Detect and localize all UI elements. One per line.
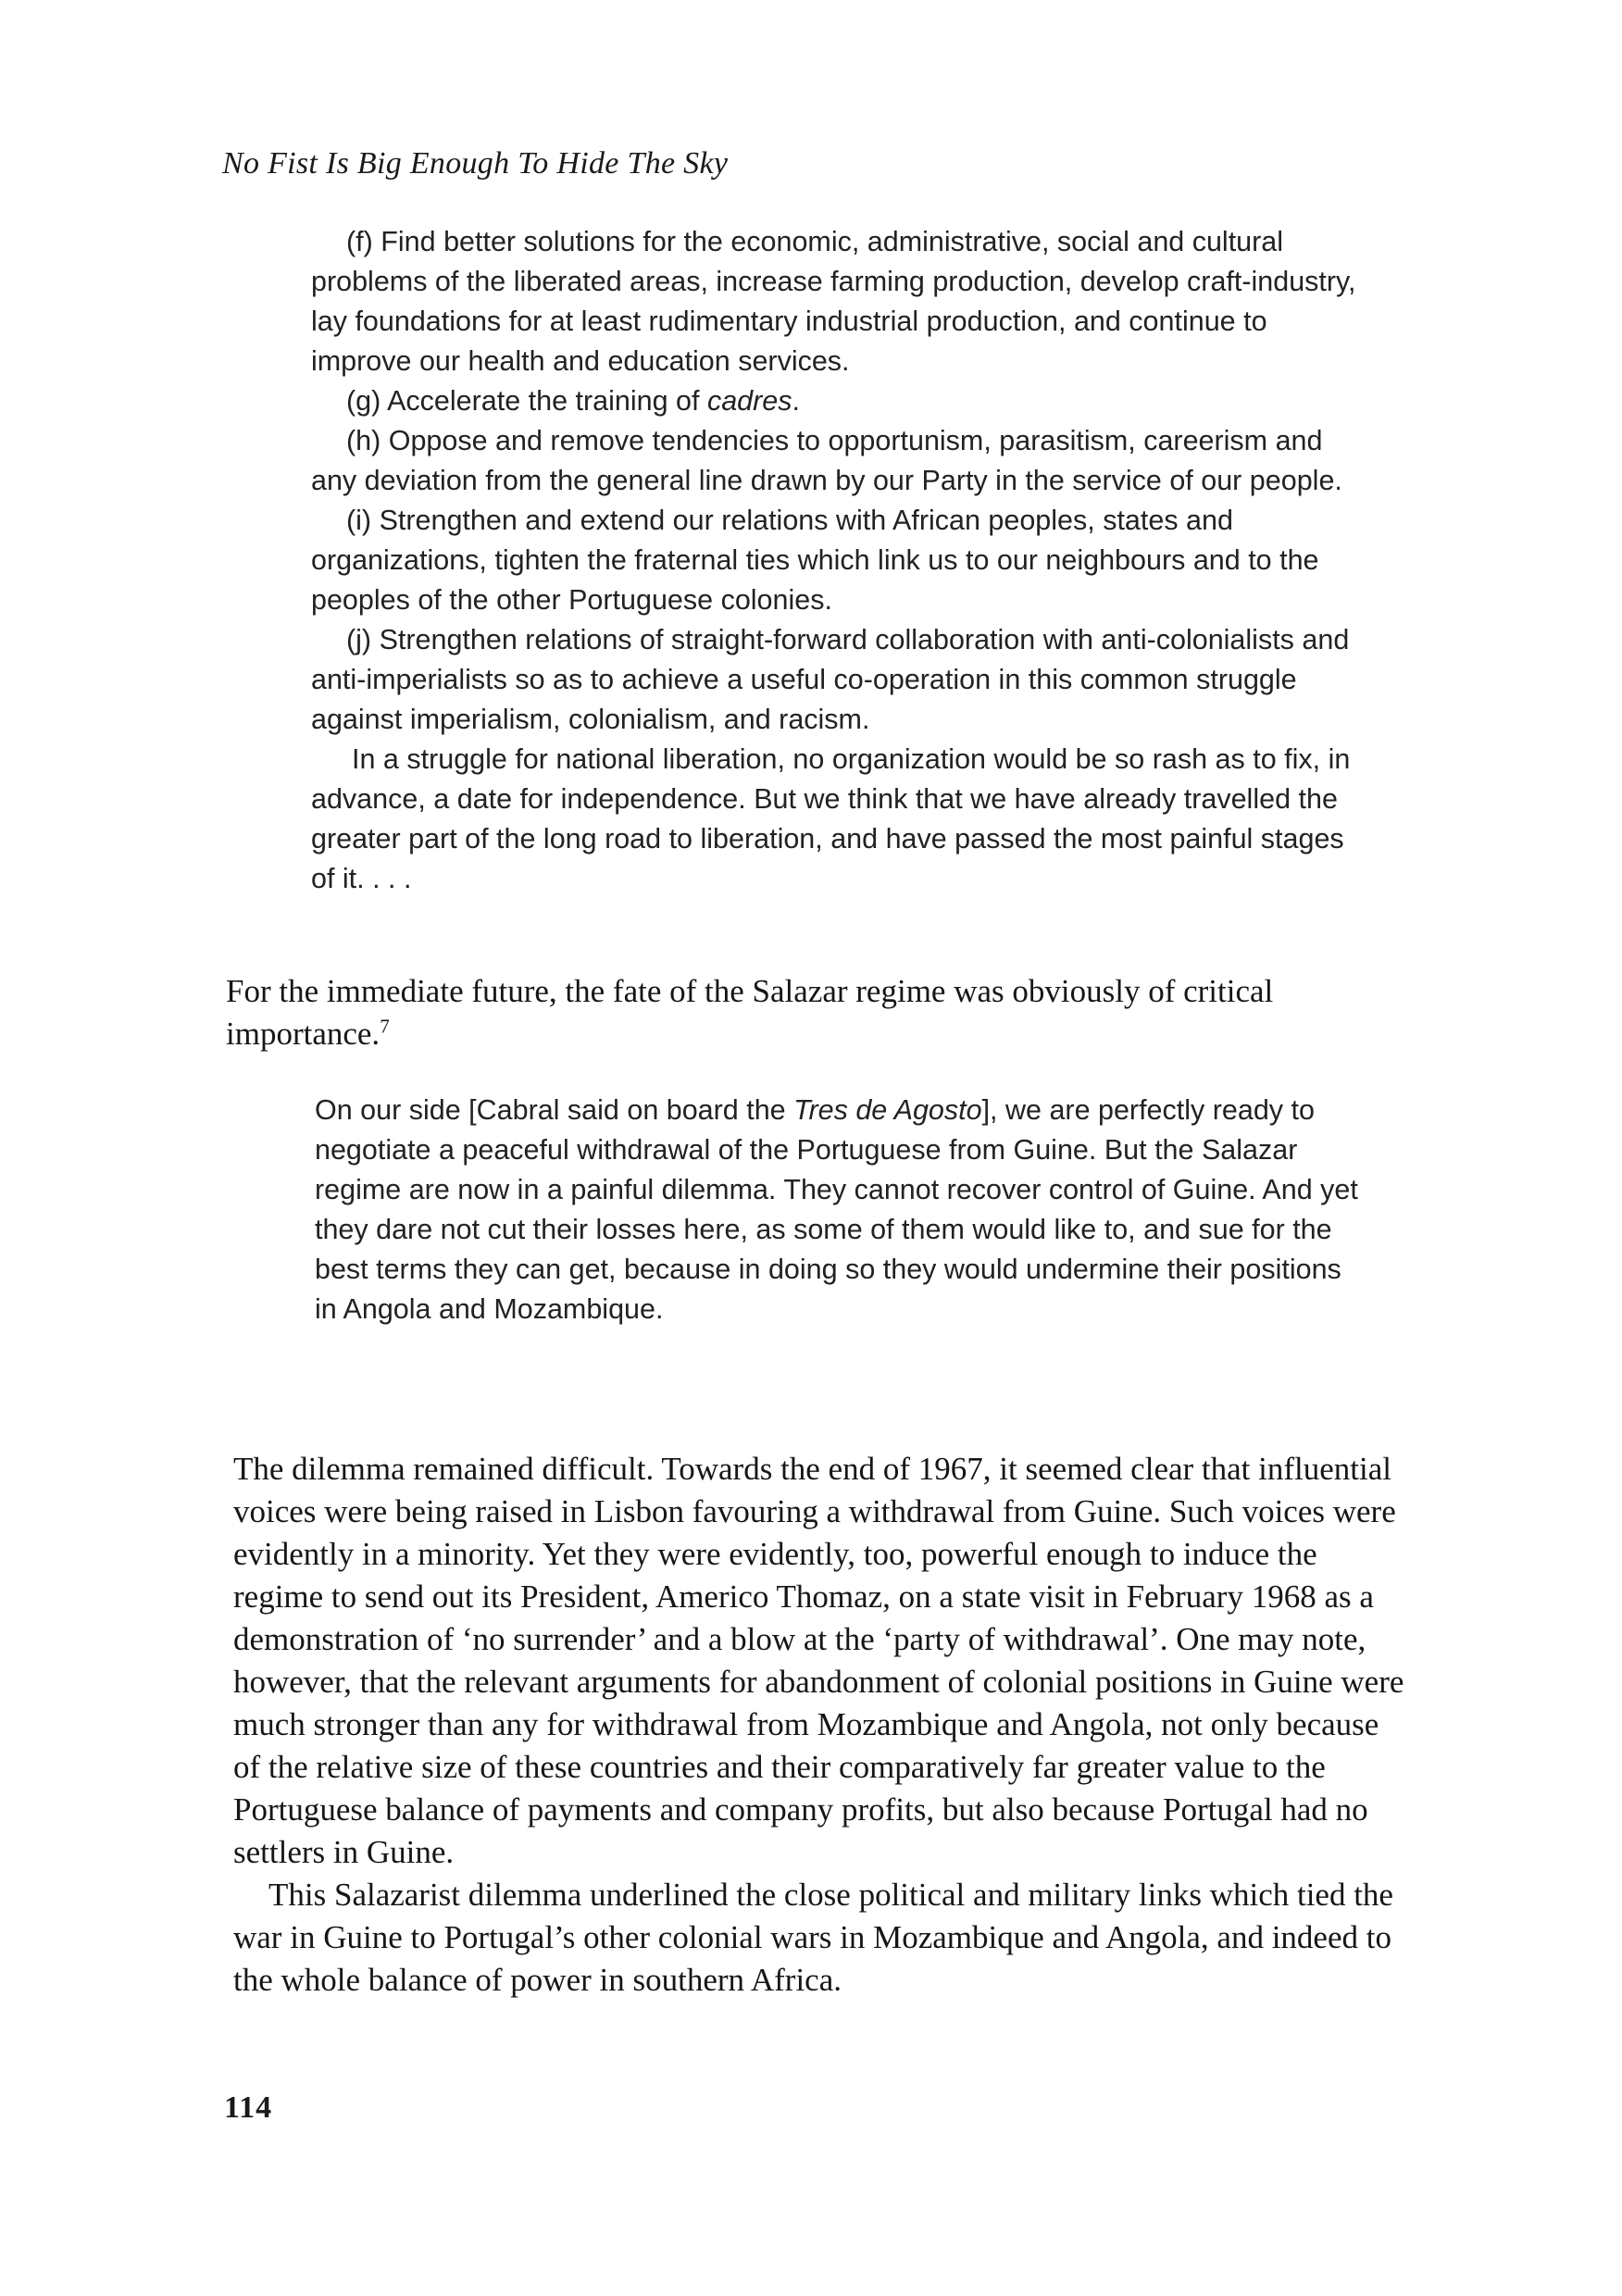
paragraph-immediate-future	[226, 970, 1392, 1055]
page-number: 114	[224, 2090, 273, 2125]
body-text-dilemma	[233, 1448, 1409, 2002]
quote-cabral-text: ], we are perfectly ready to negotiate a peaceful withdrawal of the Portuguese from Guine. But the Salazar regime are now in a painful dilemma. They cannot recover control of Guine. And yet they dare not cut their losses here, as some of them would like to, and sue for the best terms they can get, because in doing so they would undermine their positions in Angola and Mozambique.	[315, 1094, 1358, 1325]
block-quote-objectives	[311, 222, 1357, 899]
quote-item-f: (f) Find better solutions for the economic, administrative, social and cultural problems of the liberated areas, increase farming production, develop craft-industry, lay foundations for at least rudimentary industrial production, and continue to improve our health and education services.	[311, 226, 1356, 377]
quote-cabral-prefix: On our side [Cabral said on board the	[315, 1094, 794, 1126]
footnote-marker: 7	[380, 1015, 390, 1038]
quote-item-g	[311, 381, 1357, 421]
quote-item-g-italic: cadres	[706, 385, 792, 417]
quote-closing-paragraph: In a struggle for national liberation, no organization would be so rash as to fix, in advance, a date for independence. But we think that we have already travelled the greater part of the long road to liberation, and have passed the most painful stages of it. . . .	[311, 743, 1351, 894]
paragraph-immediate-future-text: For the immediate future, the fate of the Salazar regime was obviously of critical importance.	[226, 973, 1274, 1052]
quote-item-j: (j) Strengthen relations of straight-forward collaboration with anti-colonialists and anti-imperialists so as to achieve a useful co-operation in this common struggle against imperialism, colonialism, and racism.	[311, 624, 1350, 735]
paragraph-dilemma: The dilemma remained difficult. Towards the end of 1967, it seemed clear that influential voices were being raised in Lisbon favouring a withdrawal from Guine. Such voices were evidently in a minority. Yet they were evidently, too, powerful enough to induce the regime to send out its President, Americo Thomaz, on a state visit in February 1968 as a demonstration of ‘no surrender’ and a blow at the ‘party of withdrawal’. One may note, however, that the relevant arguments for abandonment of colonial positions in Guine were much stronger than any for withdrawal from Mozambique and Angola, not only because of the relative size of these countries and their comparatively far greater value to the Portuguese balance of payments and company profits, but also because Portugal had no settlers in Guine.	[233, 1451, 1404, 1870]
running-head: No Fist Is Big Enough To Hide The Sky	[222, 146, 729, 181]
quote-item-g-suffix: .	[792, 385, 800, 417]
quote-item-i: (i) Strengthen and extend our relations with African peoples, states and organizations, tighten the fraternal ties which link us to our neighbours and to the peoples of the other Portuguese colonies.	[311, 505, 1319, 616]
paragraph-salazarist-dilemma: This Salazarist dilemma underlined the close political and military links which tied the war in Guine to Portugal’s other colonial wars in Mozambique and Angola, and indeed to the whole balance of power in southern Africa.	[233, 1877, 1393, 1998]
ship-name: Tres de Agosto	[793, 1094, 982, 1126]
quote-item-h: (h) Oppose and remove tendencies to opportunism, parasitism, careerism and any deviation from the general line drawn by our Party in the service of our people.	[311, 425, 1342, 496]
block-quote-cabral	[315, 1091, 1361, 1329]
quote-item-g-prefix: (g) Accelerate the training of	[346, 385, 707, 417]
